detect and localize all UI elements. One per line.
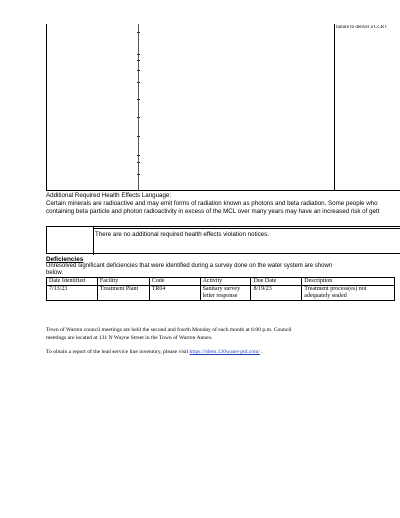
cell-date-identified: 7/13/23 [47, 286, 98, 301]
deficiencies-heading: Deficiencies [46, 256, 84, 263]
cell-activity-line: letter response [202, 293, 238, 299]
cell-activity [200, 286, 251, 301]
top-table-fragment [46, 24, 400, 191]
lead-inventory-prefix: To obtain a report of the lead service line inventory, please visit [46, 349, 190, 355]
deficiencies-table [46, 277, 395, 301]
table-row [47, 286, 395, 301]
health-effects-heading: Additional Required Health Effects Language: [46, 192, 172, 199]
table-header-row [47, 278, 395, 286]
table-column-divider [334, 24, 335, 191]
column-header: Code [149, 278, 200, 286]
ccr-note-text: failure to deliver a CCR t [336, 25, 387, 30]
council-meetings-text: Town of Warren council meetings are held the second and fourth Monday of each month at 6:00 p.m. Council [46, 327, 292, 333]
lead-inventory-suffix: . [259, 349, 263, 355]
council-meetings-text: meetings are located at 131 N Wayne Street in the Town of Warren Annex. [46, 335, 213, 341]
lead-inventory-text [46, 349, 263, 355]
cell-description-line: adequately sealed [304, 293, 347, 299]
notice-column-divider [93, 227, 94, 255]
violation-notice-box [46, 226, 400, 254]
cell-activity-line: Sanitary survey [202, 286, 241, 292]
column-header: Facility [97, 278, 149, 286]
column-header: Description [302, 278, 395, 286]
deficiencies-description: below. [46, 270, 64, 276]
column-header: Activity [200, 278, 251, 286]
column-header: Date Identified [47, 278, 98, 286]
health-effects-text-line: Certain minerals are radioactive and may emit forms of radiation known as photons and beta radiation. Some people who [46, 200, 378, 207]
health-effects-text-line: containing beta particle and photon radioactivity in excess of the MCL over many years may have an increased risk of gett [46, 208, 380, 215]
violation-notice-text: There are no additional required health effects violation notices. [95, 231, 269, 238]
cell-description [302, 286, 395, 301]
dotted-border [138, 24, 142, 191]
cell-description-line: Treatment process(es) not [304, 286, 367, 292]
column-header: Due Date [251, 278, 302, 286]
notice-header-rule [93, 227, 400, 229]
deficiencies-description: Unresolved significant deficiencies that were identified during a survey done on the water system are shown [46, 263, 333, 269]
cell-facility: Treatment Plant [97, 286, 149, 301]
cell-due-date: 8/19/23 [251, 286, 302, 301]
cell-code: TR04 [149, 286, 200, 301]
lead-inventory-link[interactable]: https://idem.120water-ptd.com/ [189, 349, 260, 355]
